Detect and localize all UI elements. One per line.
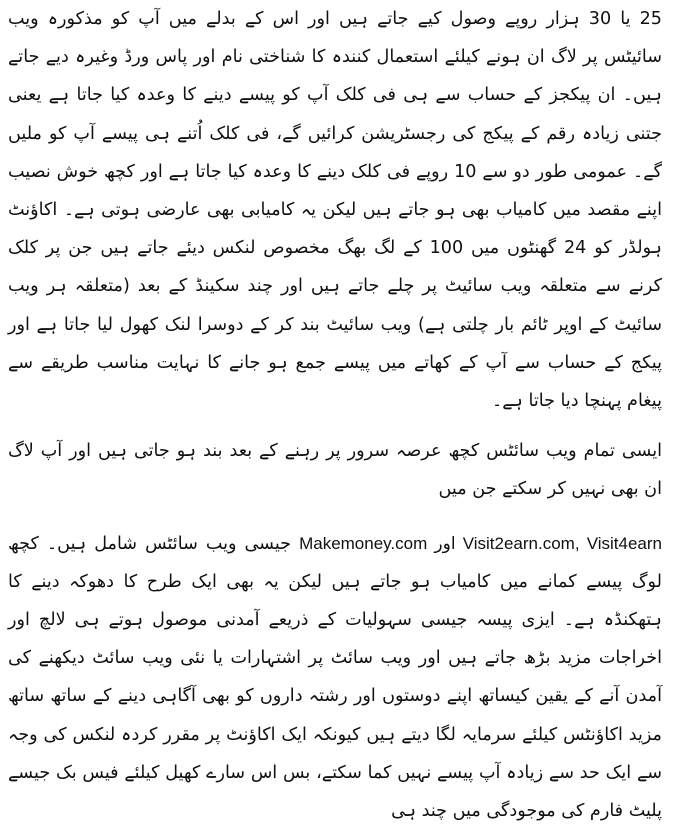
paragraph-text: 25 یا 30 ہزار روپے وصول کیے جاتے ہیں اور اس کے بدلے میں آپ کو مذکورہ ویب سائیٹس پر لاگ ان ہونے کیلئے استعمال کنندہ کا شناختی نام اور پاس ورڈ وغیرہ دیے جاتے ہیں۔ ان پیکجز کے حساب سے ہی فی کلک آپ کو پیسے دینے کا وعدہ کیا جاتا ہے یعنی جتنی زیادہ رقم کے پیکج کی رجسٹریشن کرائیں گے، فی کلک اُتنے ہی پیسے آپ کو ملیں گے۔ عمومی طور دو سے 10 روپے فی کلک دینے کا وعدہ کیا جاتا ہے اور کچھ خوش نصیب اپنے مقصد میں کامیاب بھی ہو جاتے ہیں لیکن یہ کامیابی بھی عارضی ہوتی ہے۔ اکاؤنٹ ہولڈر کو 24 گھنٹوں میں 100 کے لگ بھگ مخصوص لنکس دیئے جاتے ہیں جن پر کلک کرنے سے متعلقہ ویب سائیٹ پر چلے جاتے ہیں اور چند سکینڈ کے بعد (متعلقہ ہر ویب سائیٹ کے اوپر ٹائم بار چلتی ہے) ویب سائیٹ بند کر کے دوسرا لنک کھول لیا جاتا ہے اور پیکج کے حساب سے آپ کے کھاتے میں پیسے جمع ہو جانے کا نہایت مناسب طریقے سے پیغام پہنچا دیا جاتا ہے۔: [8, 9, 662, 412]
article-body: [8, 0, 662, 830]
website-names: Makemoney.com اور Visit2earn.com, Visit4earn: [299, 533, 662, 553]
paragraph-clicks-scheme: [8, 0, 662, 420]
paragraph-websites-closed: [8, 420, 662, 508]
paragraph-text: ایسی تمام ویب سائٹس کچھ عرصہ سرور پر رہنے کے بعد بند ہو جاتی ہیں اور آپ لاگ ان بھی نہیں کر سکتے جن میں: [8, 441, 662, 500]
paragraph-text: جیسی ویب سائٹس شامل ہیں۔ کچھ لوگ پیسے کمانے میں کامیاب ہو جاتے ہیں لیکن یہ بھی ایک طرح کا دھوکہ دینے کا ہتھکنڈہ ہے۔ ایزی پیسہ جیسی سہولیات کے ذریعے آمدنی موصول ہوتے ہی لالچ اور اخراجات مزید بڑھ جاتے ہیں اور ویب سائٹ پر اشتہارات یا نئی ویب سائٹ دیکھنے کی آمدن آنے کے یقین کیساتھ اپنے دوستوں اور رشتہ داروں کو بھی آگاہی دینے کے ساتھ ساتھ مزید اکاؤنٹس کیلئے سرمایہ لگا دیتے ہیں کیونکہ ایک اکاؤنٹ پر مقرر کردہ لنکس کی وجہ سے ایک حد سے زیادہ آپ پیسے نہیں کما سکتے، بس اس سارے کھیل کیلئے فیس بک جیسے پلیٹ فارم کی موجودگی میں چند ہی: [8, 533, 662, 822]
paragraph-website-names: [8, 509, 662, 830]
